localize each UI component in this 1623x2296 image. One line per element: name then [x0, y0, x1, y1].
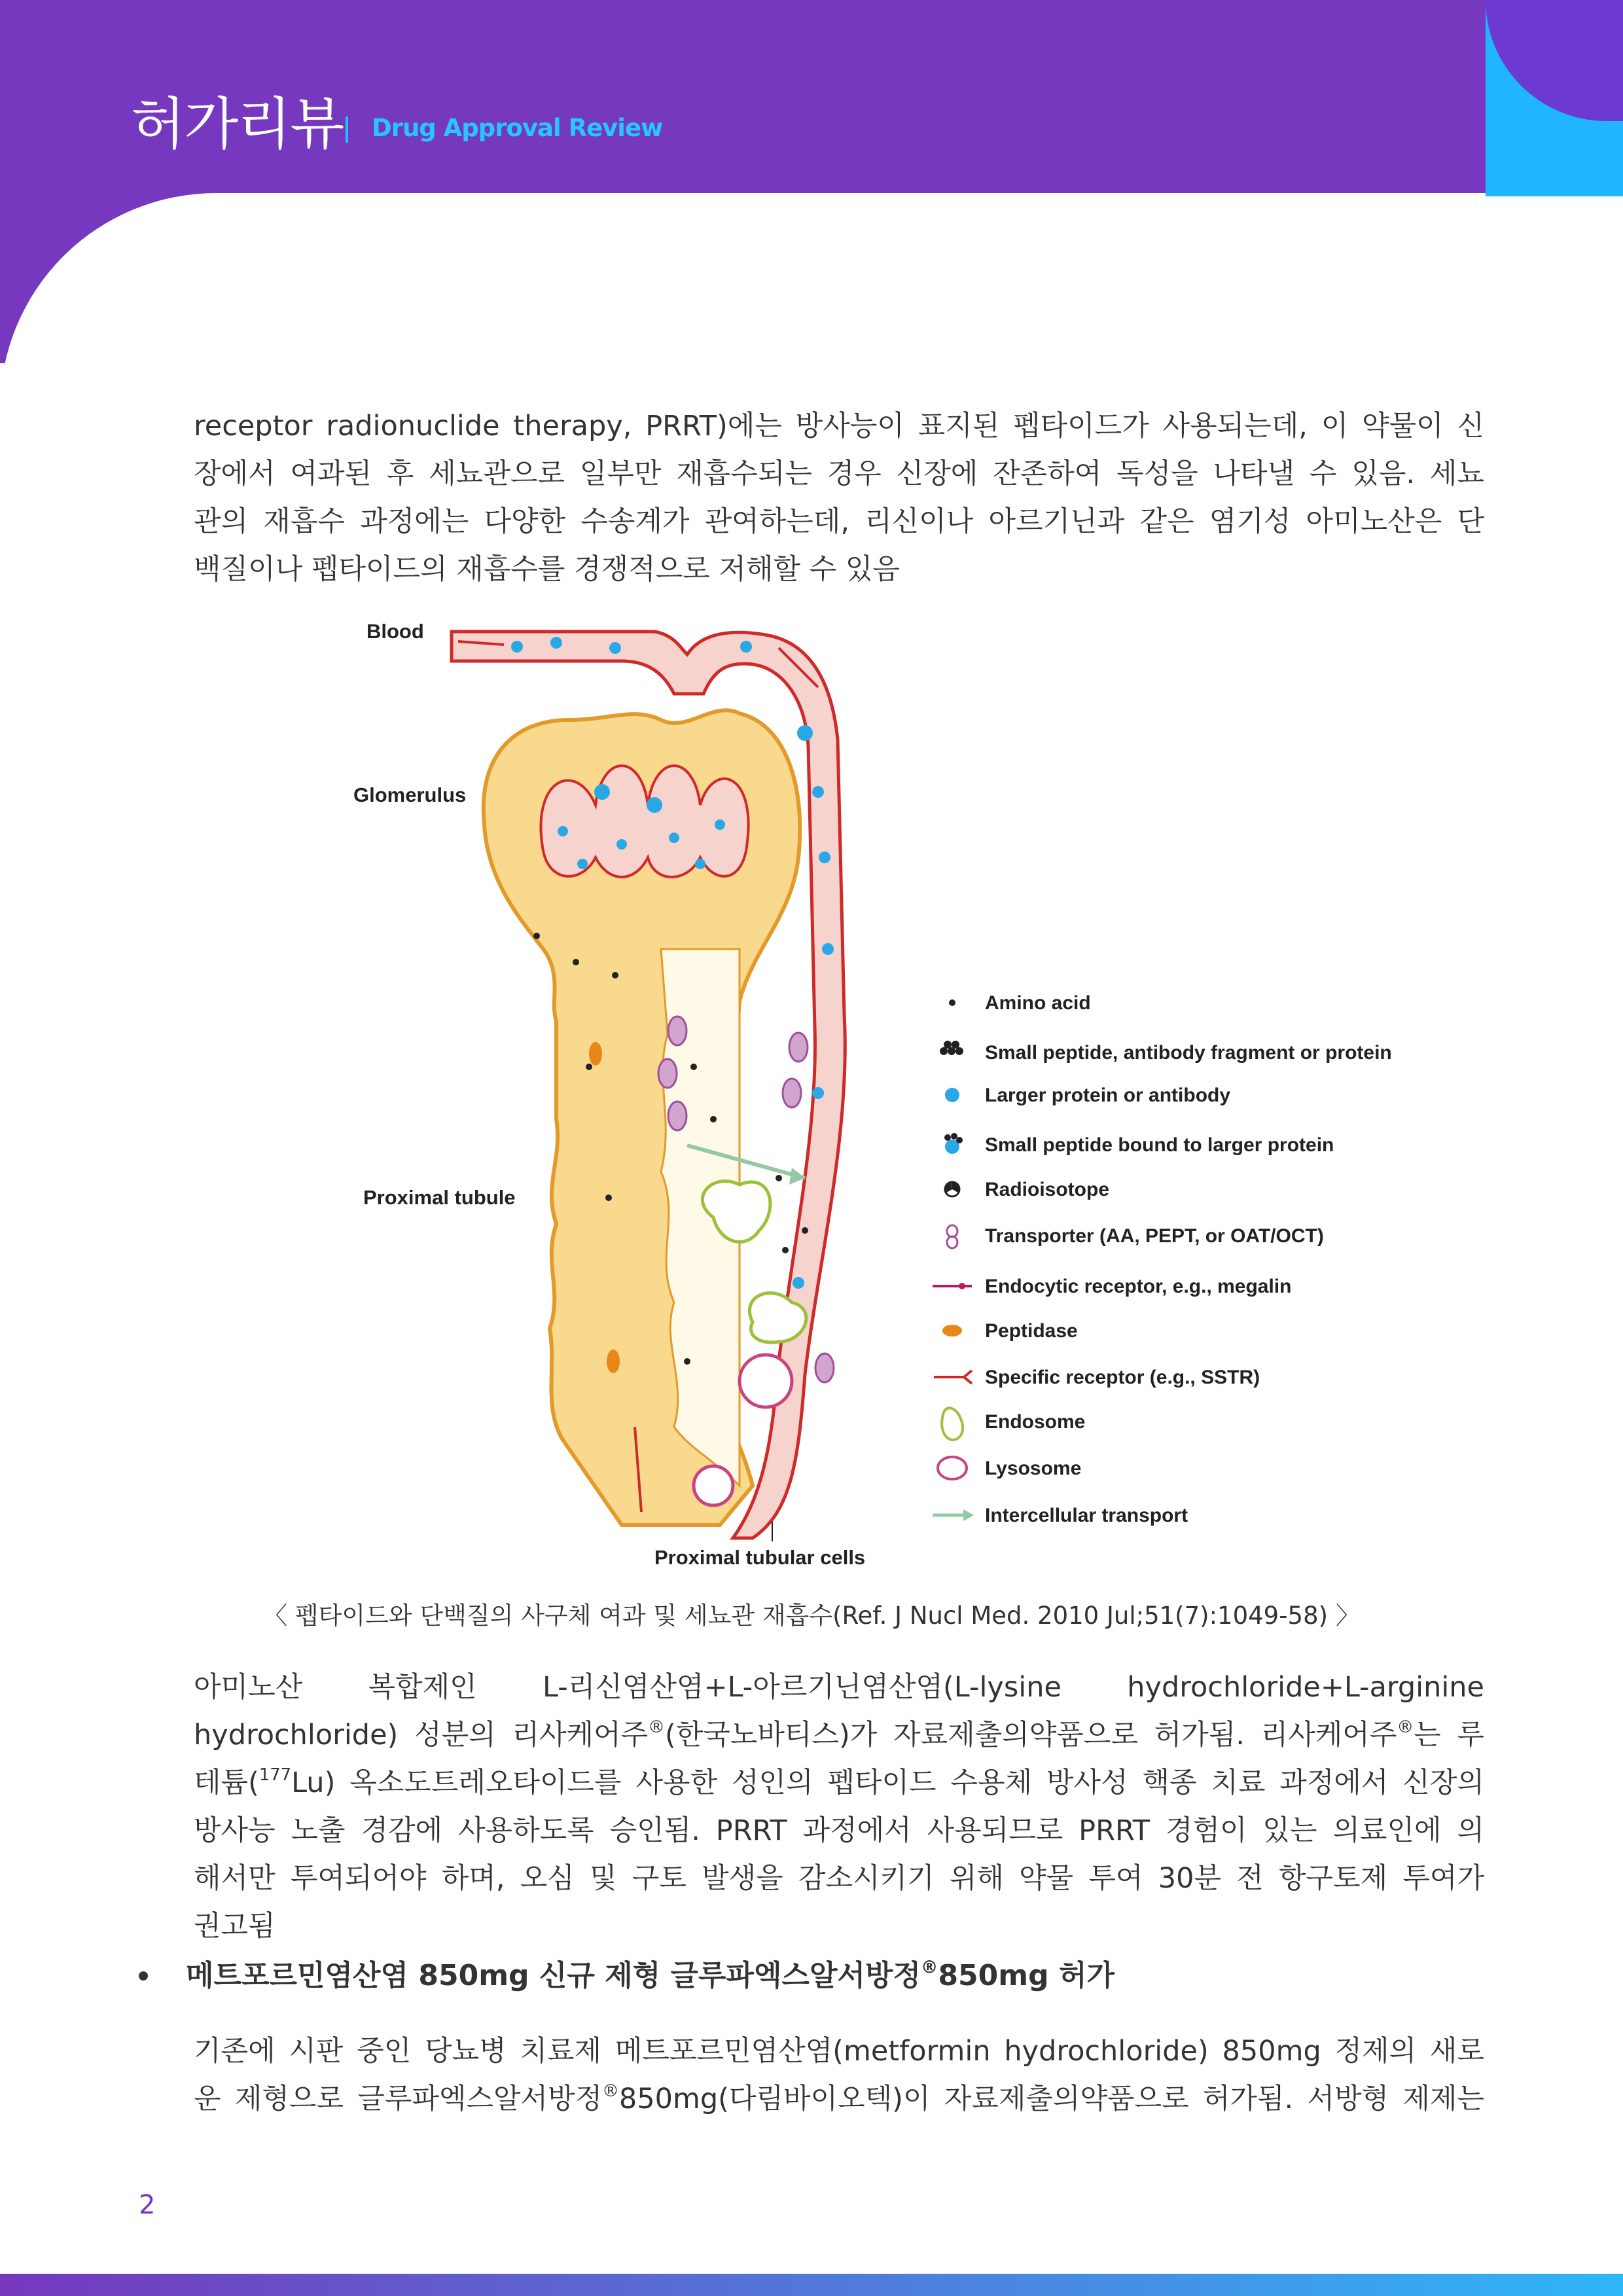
label-proximal-tubular-cells: Proximal tubular cells	[654, 1546, 866, 1569]
text-line	[194, 1712, 1484, 1759]
legend-label: Radioisotope	[985, 1179, 1110, 1200]
legend-label: Lysosome	[985, 1458, 1082, 1479]
text-fragment: 테튬(	[194, 1767, 259, 1799]
text-fragment: hydrochloride) 성분의 리사케어주	[194, 1719, 649, 1751]
figure-caption: 〈 펩타이드와 단백질의 사구체 여과 및 세뇨관 재흡수(Ref. J Nucl Med. 2010 Jul;51(7):1049-58) 〉	[263, 1602, 1360, 1630]
registered-mark: ®	[921, 1957, 938, 1978]
text-line: 기존에 시판 중인 당뇨병 치료제 메트포르민염산염(metformin hydrochloride) 850mg 정제의 새로	[194, 2035, 1484, 2068]
legend-label: Endocytic receptor, e.g., megalin	[985, 1276, 1292, 1297]
legend-label: Small peptide, antibody fragment or protein	[985, 1042, 1392, 1064]
text-line: 권고됨	[194, 1910, 276, 1943]
text-line: 장에서 여과된 후 세뇨관으로 일부만 재흡수되는 경우 신장에 잔존하여 독성을 나타낼 수 있음. 세뇨	[194, 457, 1484, 490]
label-proximal-tubule: Proximal tubule	[363, 1186, 516, 1209]
text-fragment: (한국노바티스)가 자료제출의약품으로 허가됨. 리사케어주	[664, 1719, 1397, 1751]
bullet-heading	[186, 1952, 1115, 1994]
text-fragment: 850mg(다림바이오텍)이 자료제출의약품으로 허가됨. 서방형 제제는	[618, 2083, 1484, 2115]
specific-receptor-symbol-icon	[934, 1371, 972, 1384]
legend-label: Peptidase	[985, 1320, 1078, 1342]
text-line: 관의 재흡수 과정에는 다양한 수송계가 관여하는데, 리신이나 아르기닌과 같은 염기성 아미노산은 단	[194, 505, 1484, 538]
text-line	[194, 2075, 1484, 2123]
label-glomerulus: Glomerulus	[353, 783, 467, 806]
section-title: 허가리뷰	[131, 92, 344, 157]
lysosome	[740, 1355, 792, 1407]
final-paragraph	[194, 2028, 1484, 2123]
text-line	[194, 1759, 1484, 1807]
text-fragment: 운 제형으로 글루파엑스알서방정	[194, 2083, 603, 2115]
legend-label: Larger protein or antibody	[985, 1085, 1231, 1106]
figure-legend	[933, 992, 1392, 1526]
text-line: 방사능 노출 경감에 사용하도록 승인됨. PRRT 과정에서 사용되므로 PRRT 경험이 있는 의료인에 의	[194, 1814, 1484, 1847]
intro-paragraph	[194, 403, 1484, 594]
legend-label: Specific receptor (e.g., SSTR)	[985, 1367, 1260, 1388]
title-separator	[346, 117, 348, 143]
peptidase-symbol-icon	[942, 1325, 962, 1336]
radioisotope-symbol-icon	[942, 1181, 962, 1196]
legend-label: Small peptide bound to larger protein	[985, 1134, 1334, 1156]
body-paragraph	[194, 1664, 1484, 1950]
small-peptide-chain-icon	[940, 1041, 963, 1055]
legend-label: Intercellular transport	[985, 1505, 1188, 1526]
text-line: 해서만 투여되어야 하며, 오심 및 구토 발생을 감소시키기 위해 약물 투여 30분 전 항구토제 투여가	[194, 1862, 1484, 1895]
intercellular-transport-arrow-icon	[933, 1509, 974, 1521]
bullet-text-fragment: 850mg 허가	[938, 1959, 1115, 1992]
kidney-reabsorption-figure	[347, 609, 1414, 1577]
endocytic-receptor-symbol-icon	[933, 1283, 972, 1289]
page-number: 2	[139, 2190, 156, 2220]
lysosome-symbol-icon	[938, 1457, 967, 1479]
amino-acid-dot-icon	[949, 999, 955, 1006]
text-fragment: 는 루	[1414, 1719, 1484, 1751]
text-line: 백질이나 펩타이드의 재흡수를 경쟁적으로 저해할 수 있음	[194, 553, 900, 586]
isotope-mass-number: 177	[259, 1765, 292, 1785]
bullet-text-fragment: 메트포르민염산염 850mg 신규 제형 글루파엑스알서방정	[186, 1959, 921, 1992]
text-line: receptor radionuclide therapy, PRRT)에는 방사능이 표지된 펩타이드가 사용되는데, 이 약물이 신	[194, 410, 1484, 442]
text-line: 아미노산 복합제인 L-리신염산염+L-아르기닌염산염(L-lysine hydrochloride+L-arginine	[194, 1671, 1484, 1704]
registered-mark: ®	[648, 1717, 665, 1737]
legend-label: Endosome	[985, 1411, 1086, 1433]
transporter-symbol-icon	[947, 1225, 957, 1248]
label-blood: Blood	[366, 620, 424, 643]
registered-mark: ®	[602, 2081, 619, 2101]
legend-label: Transporter (AA, PEPT, or OAT/OCT)	[985, 1225, 1324, 1247]
registered-mark: ®	[1397, 1717, 1414, 1737]
bound-peptide-circle-icon	[944, 1133, 963, 1154]
footer-gradient-bar	[0, 2274, 1623, 2296]
text-fragment: Lu) 옥소도트레오타이드를 사용한 성인의 펩타이드 수용체 방사성 핵종 치료 과정에서 신장의	[291, 1767, 1484, 1799]
endosome-symbol-icon	[942, 1408, 963, 1440]
lysosome	[694, 1466, 733, 1505]
figure-svg	[347, 609, 1414, 1577]
larger-protein-circle-icon	[945, 1088, 959, 1102]
legend-label: Amino acid	[985, 992, 1091, 1014]
section-subtitle: Drug Approval Review	[372, 114, 663, 142]
bullet-point	[139, 1971, 148, 1981]
